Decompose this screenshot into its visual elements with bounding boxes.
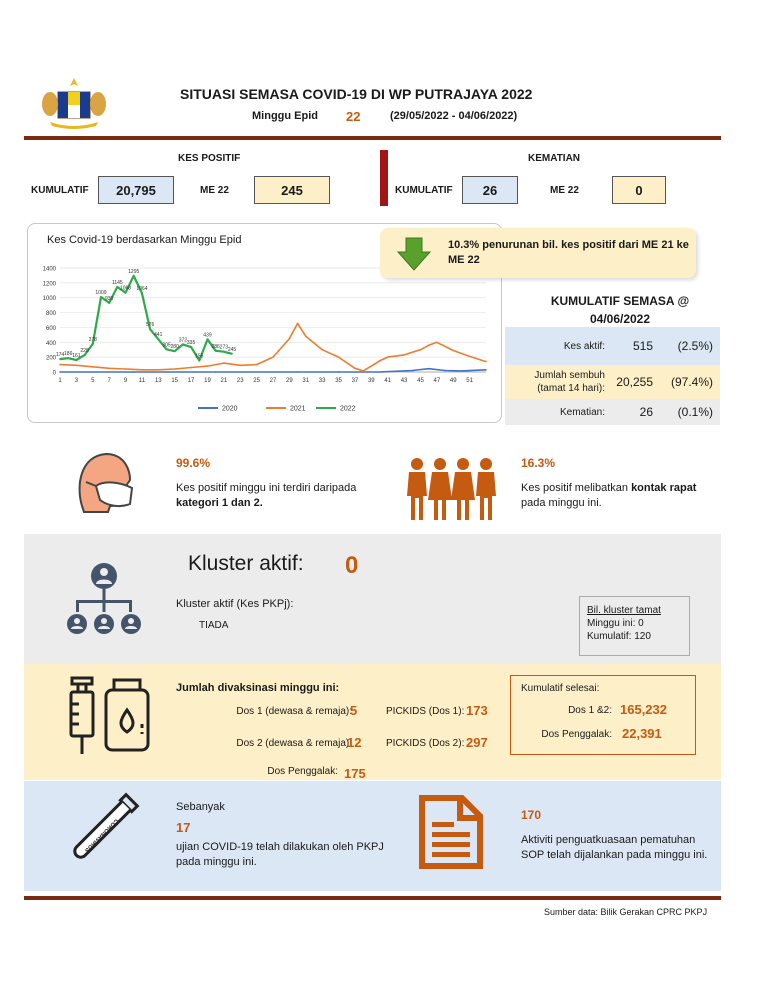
data-point-2022: [174, 350, 176, 352]
data-label-2022: 1064: [136, 285, 148, 292]
tube-label: CORONAVIRUS: [83, 817, 119, 854]
x-tick-label: 25: [253, 378, 260, 384]
data-point-2022: [76, 359, 78, 361]
kumulatif-row-label: Kematian:: [559, 406, 605, 418]
data-point-2021: [272, 356, 274, 358]
data-point-2021: [338, 356, 340, 358]
kluster-aktif-count: 0: [345, 552, 359, 579]
dos2-value: 12: [347, 735, 362, 750]
kumulatif-semasa-title-line1: KUMULATIF SEMASA @: [550, 294, 690, 308]
data-label-2022: 286: [211, 343, 220, 350]
data-label-2022: 335: [186, 340, 196, 347]
kematian-me-value: 0: [612, 176, 666, 204]
y-tick-label: 800: [45, 311, 56, 318]
down-arrow-icon: [396, 236, 432, 272]
x-tick-label: 29: [286, 378, 293, 384]
pickids2-label: PICKIDS (Dos 2):: [386, 738, 465, 749]
data-point-2021: [297, 323, 299, 325]
legend-label-2022: 2022: [340, 405, 356, 413]
data-point-2021: [469, 356, 471, 358]
data-point-2022: [158, 338, 160, 340]
x-tick-label: 3: [74, 378, 79, 384]
kumulatif-row-kematian: [505, 399, 720, 425]
kes-positif-me-value: 245: [254, 176, 330, 204]
data-point-2022: [100, 296, 102, 298]
data-label-2022: 1295: [128, 268, 140, 275]
data-label-2022: 930: [104, 295, 114, 302]
pickids1-label: PICKIDS (Dos 1):: [386, 706, 465, 717]
data-point-2022: [117, 286, 119, 288]
kluster-tamat-minggu: Minggu ini: 0: [587, 618, 644, 629]
penggalak-value: 175: [344, 766, 366, 781]
data-point-2021: [428, 344, 430, 346]
y-tick-label: 600: [45, 325, 56, 332]
header-divider: [24, 136, 721, 140]
kluster-tamat-kumulatif: Kumulatif: 120: [587, 631, 651, 642]
data-label-2022: 439: [203, 332, 212, 339]
kumulatif-row-pct: (2.5%): [677, 339, 713, 353]
ujian-count: 17: [176, 820, 191, 835]
x-tick-label: 13: [154, 378, 162, 384]
vaksinasi-heading: Jumlah divaksinasi minggu ini:: [176, 682, 340, 694]
data-point-2022: [207, 339, 209, 341]
kumulatif-row-pct: (97.4%): [670, 375, 713, 389]
kategori-bold-text: kategori 1 dan 2.: [176, 497, 263, 509]
data-point-2020: [428, 368, 430, 370]
y-tick-label: 400: [45, 340, 56, 347]
data-point-2022: [84, 354, 86, 356]
kumulatif-row-aktif: [505, 327, 720, 365]
data-label-2022: 174: [55, 352, 65, 359]
kum-dos12-value: 165,232: [620, 702, 667, 717]
page-title: SITUASI SEMASA COVID-19 DI WP PUTRAJAYA 2022: [180, 86, 533, 102]
data-point-2021: [305, 336, 307, 338]
kluster-aktif-subtitle: Kluster aktif (Kes PKPj):: [176, 598, 294, 610]
kluster-aktif-title: Kluster aktif:: [188, 552, 304, 575]
kematian-me-label: ME 22: [550, 185, 579, 196]
kumulatif-semasa-title: [520, 292, 720, 328]
data-point-2021: [379, 360, 381, 362]
data-point-2022: [190, 346, 192, 348]
penggalak-label: Dos Penggalak:: [267, 766, 338, 777]
vaccine-icon: [66, 676, 156, 756]
data-point-2021: [289, 338, 291, 340]
data-label-2022: 186: [64, 351, 73, 358]
data-point-2020: [59, 371, 61, 373]
data-point-2022: [182, 344, 184, 346]
data-label-2022: 155: [195, 353, 204, 360]
data-point-2020: [215, 371, 217, 373]
test-tube-icon: [62, 790, 142, 870]
kluster-list-value: TIADA: [199, 620, 229, 631]
data-label-2022: 441: [154, 332, 163, 339]
kumulatif-row-value: 515: [632, 339, 653, 353]
week-number: 22: [346, 109, 361, 124]
data-point-2021: [371, 365, 373, 367]
data-point-2021: [125, 368, 127, 370]
x-tick-label: 41: [384, 378, 392, 384]
data-point-2020: [485, 369, 487, 371]
data-point-2021: [59, 364, 61, 366]
dos1-label: Dos 1 (dewasa & remaja):: [236, 706, 352, 717]
penguatkuasaan-text: Aktiviti penguatkuasaan pematuhan SOP telah dijalankan pada minggu ini.: [521, 834, 708, 861]
kontak-text-end: pada minggu ini.: [521, 497, 602, 509]
x-tick-label: 5: [91, 378, 95, 384]
x-tick-label: 17: [187, 378, 195, 384]
data-point-2021: [223, 362, 225, 364]
kontak-rapat-percentage: 16.3%: [521, 456, 556, 470]
kumulatif-semasa-title-line2: 04/06/2022: [589, 312, 651, 326]
chart-title: Kes Covid-19 berdasarkan Minggu Epid: [47, 234, 242, 246]
x-tick-label: 15: [171, 378, 179, 384]
series-line-2021: [60, 323, 486, 371]
kluster-tamat-box: [579, 596, 690, 656]
legend-label-2021: 2021: [290, 405, 306, 413]
data-point-2020: [411, 370, 413, 372]
data-point-2021: [190, 367, 192, 369]
kumulatif-row-pct: (0.1%): [677, 405, 713, 419]
data-point-2020: [133, 371, 135, 373]
kum-dos12-label: Dos 1 &2:: [568, 705, 612, 716]
x-tick-label: 37: [351, 378, 359, 384]
data-point-2020: [338, 371, 340, 373]
data-label-2022: 1009: [95, 290, 107, 297]
data-point-2021: [141, 369, 143, 371]
kumulatif-row-value: 26: [639, 405, 653, 419]
data-point-2021: [354, 367, 356, 369]
data-point-2022: [223, 351, 225, 353]
kontak-bold-text: kontak rapat: [631, 482, 697, 494]
y-tick-label: 1000: [42, 296, 56, 303]
x-tick-label: 47: [433, 378, 441, 384]
data-point-2022: [108, 302, 110, 304]
data-point-2020: [444, 370, 446, 372]
data-point-2021: [158, 369, 160, 371]
data-label-2022: 1068: [119, 285, 132, 292]
data-point-2021: [387, 356, 389, 358]
kumulatif-row-label: Jumlah sembuh (tamat 14 hari):: [534, 370, 605, 394]
data-label-2022: 378: [88, 336, 97, 343]
section-divider-bar: [380, 150, 388, 206]
data-point-2021: [321, 349, 323, 351]
kes-positif-kumulatif-value: 20,795: [98, 176, 174, 204]
x-tick-label: 49: [449, 378, 457, 384]
dos2-label: Dos 2 (dewasa & remaja):: [236, 738, 352, 749]
data-label-2022: 280: [170, 344, 179, 351]
date-range: (29/05/2022 - 04/06/2022): [390, 110, 518, 122]
data-point-2021: [256, 364, 258, 366]
data-label-2022: 245: [227, 346, 237, 353]
kontak-rapat-description: [521, 481, 721, 511]
x-tick-label: 7: [107, 378, 111, 384]
x-tick-label: 33: [318, 378, 326, 384]
data-point-2022: [215, 350, 217, 352]
data-point-2022: [198, 360, 200, 362]
x-tick-label: 1: [58, 378, 62, 384]
data-label-2022: 305: [162, 342, 171, 349]
data-point-2020: [379, 371, 381, 373]
x-tick-label: 11: [138, 378, 146, 384]
data-point-2021: [403, 354, 405, 356]
x-tick-label: 31: [302, 378, 310, 384]
y-tick-label: 200: [45, 355, 56, 362]
kumulatif-row-label: Kes aktif:: [563, 340, 605, 352]
change-callout-text: 10.3% penurunan bil. kes positif dari ME 21 ke ME 22: [448, 239, 689, 266]
kematian-heading: KEMATIAN: [528, 153, 581, 164]
kum-penggalak-label: Dos Penggalak:: [541, 729, 612, 740]
x-tick-label: 51: [466, 378, 473, 384]
data-point-2021: [76, 365, 78, 367]
ujian-text: ujian COVID-19 telah dilakukan oleh PKPJ pada minggu ini.: [176, 841, 384, 868]
pickids2-value: 297: [466, 735, 488, 750]
data-point-2021: [485, 361, 487, 363]
x-tick-label: 21: [220, 378, 228, 384]
x-tick-label: 45: [417, 378, 424, 384]
data-point-2022: [166, 349, 168, 351]
footer-divider: [24, 896, 721, 900]
kategori-percentage: 99.6%: [176, 456, 211, 470]
document-icon: [418, 794, 484, 870]
data-point-2022: [92, 343, 94, 345]
kumulatif-row-value: 20,255: [616, 375, 653, 389]
data-point-2020: [297, 371, 299, 373]
data-point-2021: [108, 367, 110, 369]
data-label-2022: 228: [80, 348, 89, 355]
kumulatif-row-sembuh: [505, 365, 720, 399]
data-point-2022: [125, 292, 127, 294]
data-point-2022: [141, 292, 143, 294]
kontak-text: Kes positif melibatkan: [521, 482, 632, 494]
x-tick-label: 27: [269, 378, 277, 384]
week-label: Minggu Epid: [252, 110, 318, 122]
kes-positif-heading: KES POSITIF: [178, 153, 241, 164]
kategori-description: [176, 481, 376, 511]
data-point-2021: [436, 341, 438, 343]
x-tick-label: 43: [400, 378, 408, 384]
data-point-2021: [239, 365, 241, 367]
data-point-2021: [92, 366, 94, 368]
data-point-2022: [149, 328, 151, 330]
x-tick-label: 35: [335, 378, 342, 384]
data-point-2021: [174, 368, 176, 370]
penguatkuasaan-count: 170: [521, 808, 542, 822]
kategori-text: Kes positif minggu ini terdiri daripada: [176, 482, 357, 494]
kes-positif-kumulatif-label: KUMULATIF: [31, 185, 89, 196]
dos1-value: 5: [350, 703, 358, 718]
y-tick-label: 0: [52, 370, 56, 377]
x-tick-label: 23: [236, 378, 244, 384]
data-label-2022: 1145: [111, 279, 123, 286]
data-label-2022: 273: [219, 344, 229, 351]
org-chart-icon: [64, 562, 144, 642]
kluster-tamat-title: Bil. kluster tamat: [587, 605, 661, 616]
data-label-2022: 576: [145, 322, 155, 329]
data-label-2022: 161: [72, 353, 81, 360]
data-label-2022: 372: [178, 337, 188, 344]
data-point-2021: [452, 350, 454, 352]
data-point-2021: [207, 365, 209, 367]
kematian-kumulatif-value: 26: [462, 176, 518, 204]
y-tick-label: 1400: [42, 266, 56, 273]
kematian-kumulatif-label: KUMULATIF: [395, 185, 453, 196]
masked-face-icon: [70, 446, 140, 516]
footer-source: Sumber data: Bilik Gerakan CPRC PKPJ: [544, 907, 708, 917]
x-tick-label: 9: [123, 378, 128, 384]
data-point-2020: [461, 370, 463, 372]
ujian-prefix: Sebanyak: [176, 801, 225, 813]
coat-of-arms-logo: [40, 76, 108, 130]
legend-label-2020: 2020: [222, 405, 238, 413]
y-tick-label: 1200: [42, 281, 56, 288]
kumulatif-selesai-title: Kumulatif selesai:: [521, 683, 600, 694]
people-group-icon: [406, 456, 498, 522]
x-tick-label: 19: [204, 378, 211, 384]
x-tick-label: 39: [367, 378, 375, 384]
data-point-2021: [420, 349, 422, 351]
kum-penggalak-value: 22,391: [622, 726, 662, 741]
kes-positif-me-label: ME 22: [200, 185, 229, 196]
data-point-2022: [231, 353, 233, 355]
data-point-2022: [133, 275, 135, 277]
pickids1-value: 173: [466, 703, 488, 718]
data-point-2022: [67, 357, 69, 359]
data-point-2022: [59, 358, 61, 360]
data-point-2021: [362, 370, 364, 372]
